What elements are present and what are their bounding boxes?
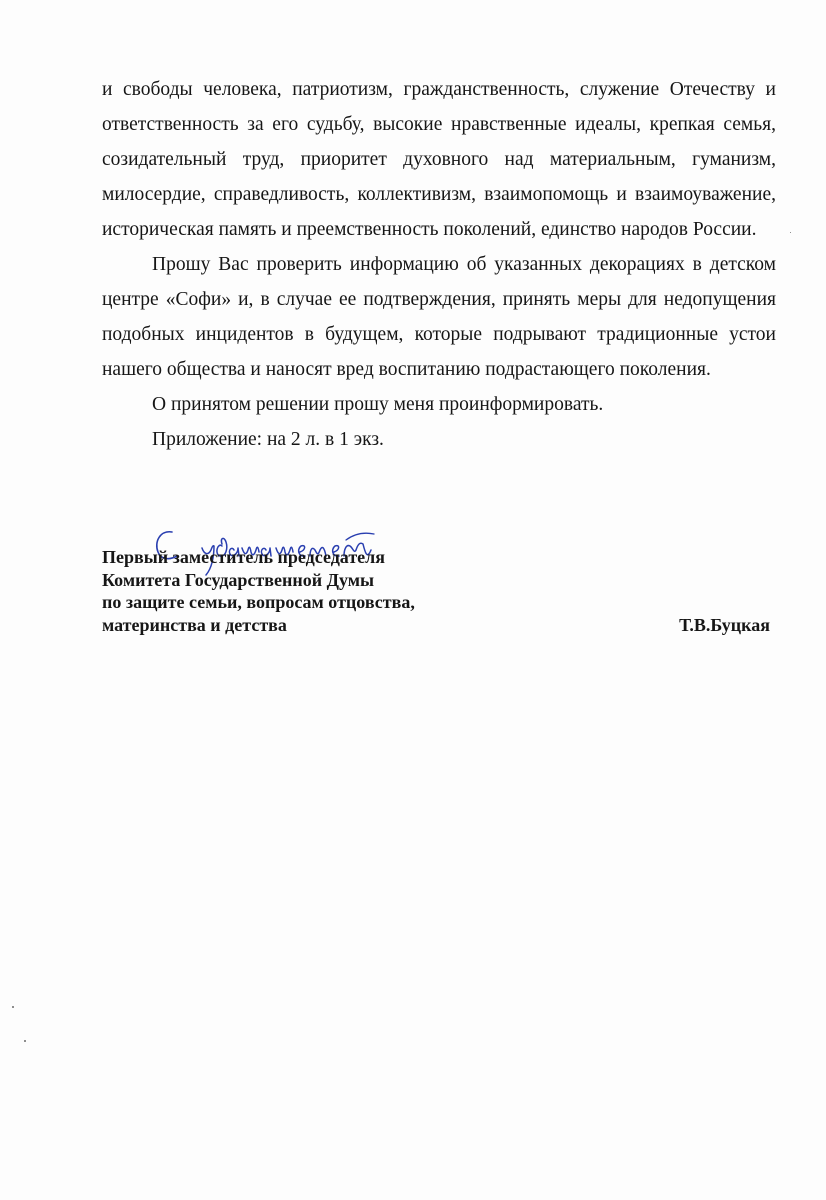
paragraph-values-continuation: и свободы человека, патриотизм, гражданственность, служение Отечеству и ответственность за его судьбу, высокие нравственные идеалы, крепкая семья, созидательный труд, приоритет духовного над материальным, гуманизм, милосердие, справедливость, коллективизм, взаимопомощь и взаимоуважение, историческая память и преемственность поколений, единство народов России.: [102, 79, 776, 240]
paragraph-inform-request: О принятом решении прошу меня проинформировать.: [152, 394, 604, 415]
signatory-position-line-2: Комитета Государственной Думы: [102, 569, 375, 590]
signatory-position-line-3: по защите семьи, вопросам отцовства,: [102, 592, 415, 612]
scan-speck: [790, 232, 791, 233]
signatory-position-line-4: материнства и детства: [102, 614, 287, 635]
paragraph-request: Прошу Вас проверить информацию об указанных декорациях в детском центре «Софи» и, в случае ее подтверждения, принять меры для недопущения подобных инцидентов в будущем, которые подрывают традиционные устои нашего общества и наносят вред воспитанию подрастающего поколения.: [102, 254, 776, 380]
scan-speck: [12, 1006, 14, 1008]
paragraph-attachment: Приложение: на 2 л. в 1 экз.: [152, 429, 384, 450]
letter-body: [102, 72, 776, 457]
signature-block: [102, 546, 776, 636]
signatory-name: Т.В.Буцкая: [679, 614, 770, 635]
signatory-last-line: [102, 614, 776, 637]
signatory-position-line-1: Первый заместитель председателя: [102, 547, 386, 567]
scan-speck: [24, 1040, 26, 1042]
